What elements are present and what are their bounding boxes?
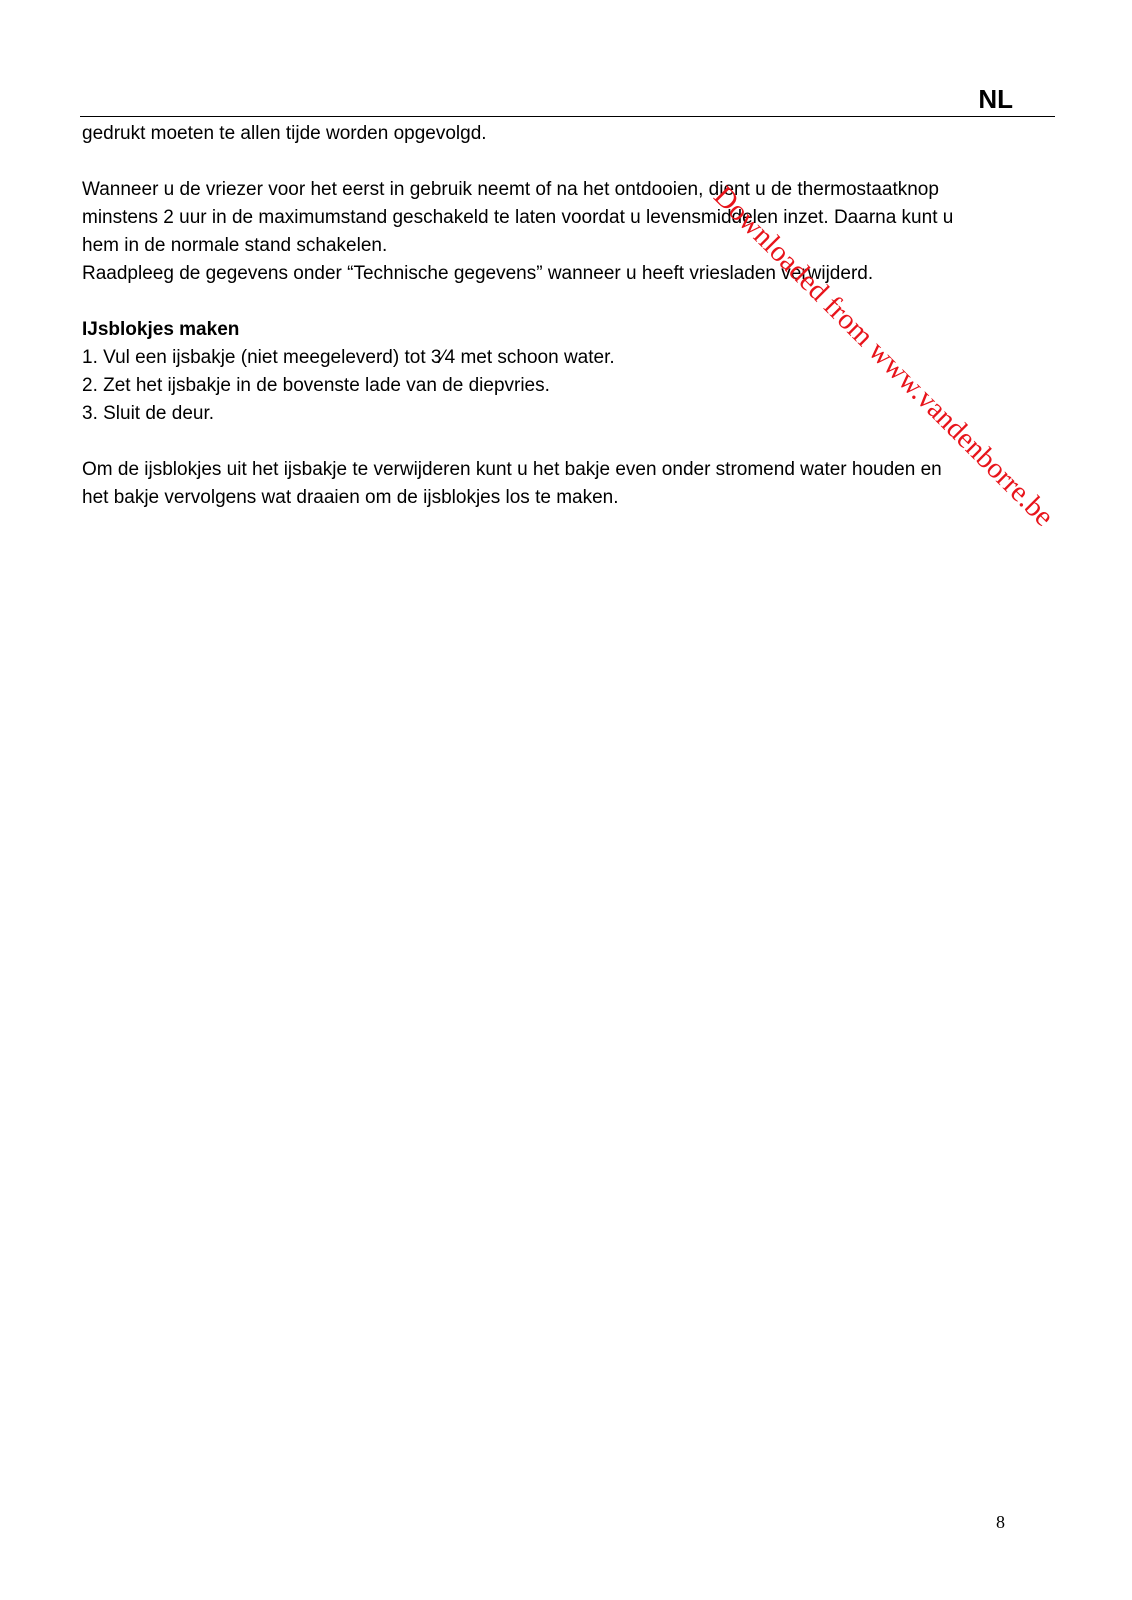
page-number: 8 (996, 1512, 1005, 1532)
paragraph-line: Om de ijsblokjes uit het ijsbakje te verwijderen kunt u het bakje even onder stromend water houden en (82, 459, 942, 480)
header-divider (80, 116, 1055, 117)
paragraph-spacer (82, 148, 1062, 176)
paragraph-line: Raadpleeg de gegevens onder “Technische gegevens” wanneer u heeft vriesladen verwijderd. (82, 263, 874, 284)
list-item: 3. Sluit de deur. (82, 403, 215, 424)
section-heading: IJsblokjes maken (82, 319, 240, 340)
paragraph-spacer (82, 288, 1062, 316)
paragraph-spacer (82, 428, 1062, 456)
document-body (82, 120, 1062, 512)
list-item: 1. Vul een ijsbakje (niet meegeleverd) tot 3⁄4 met schoon water. (82, 347, 615, 368)
language-label: NL (978, 84, 1013, 114)
paragraph-line: Wanneer u de vriezer voor het eerst in gebruik neemt of na het ontdooien, dient u de thermostaatknop (82, 179, 939, 200)
list-item: 2. Zet het ijsbakje in de bovenste lade van de diepvries. (82, 375, 550, 396)
paragraph-continuation: gedrukt moeten te allen tijde worden opgevolgd. (82, 123, 487, 144)
paragraph-line: hem in de normale stand schakelen. (82, 235, 388, 256)
paragraph-line: het bakje vervolgens wat draaien om de ijsblokjes los te maken. (82, 487, 619, 508)
paragraph-line: minstens 2 uur in de maximumstand geschakeld te laten voordat u levensmiddelen inzet. Daarna kunt u (82, 207, 954, 228)
download-watermark: Downloaded from www.vandenborre.be (707, 180, 1061, 533)
